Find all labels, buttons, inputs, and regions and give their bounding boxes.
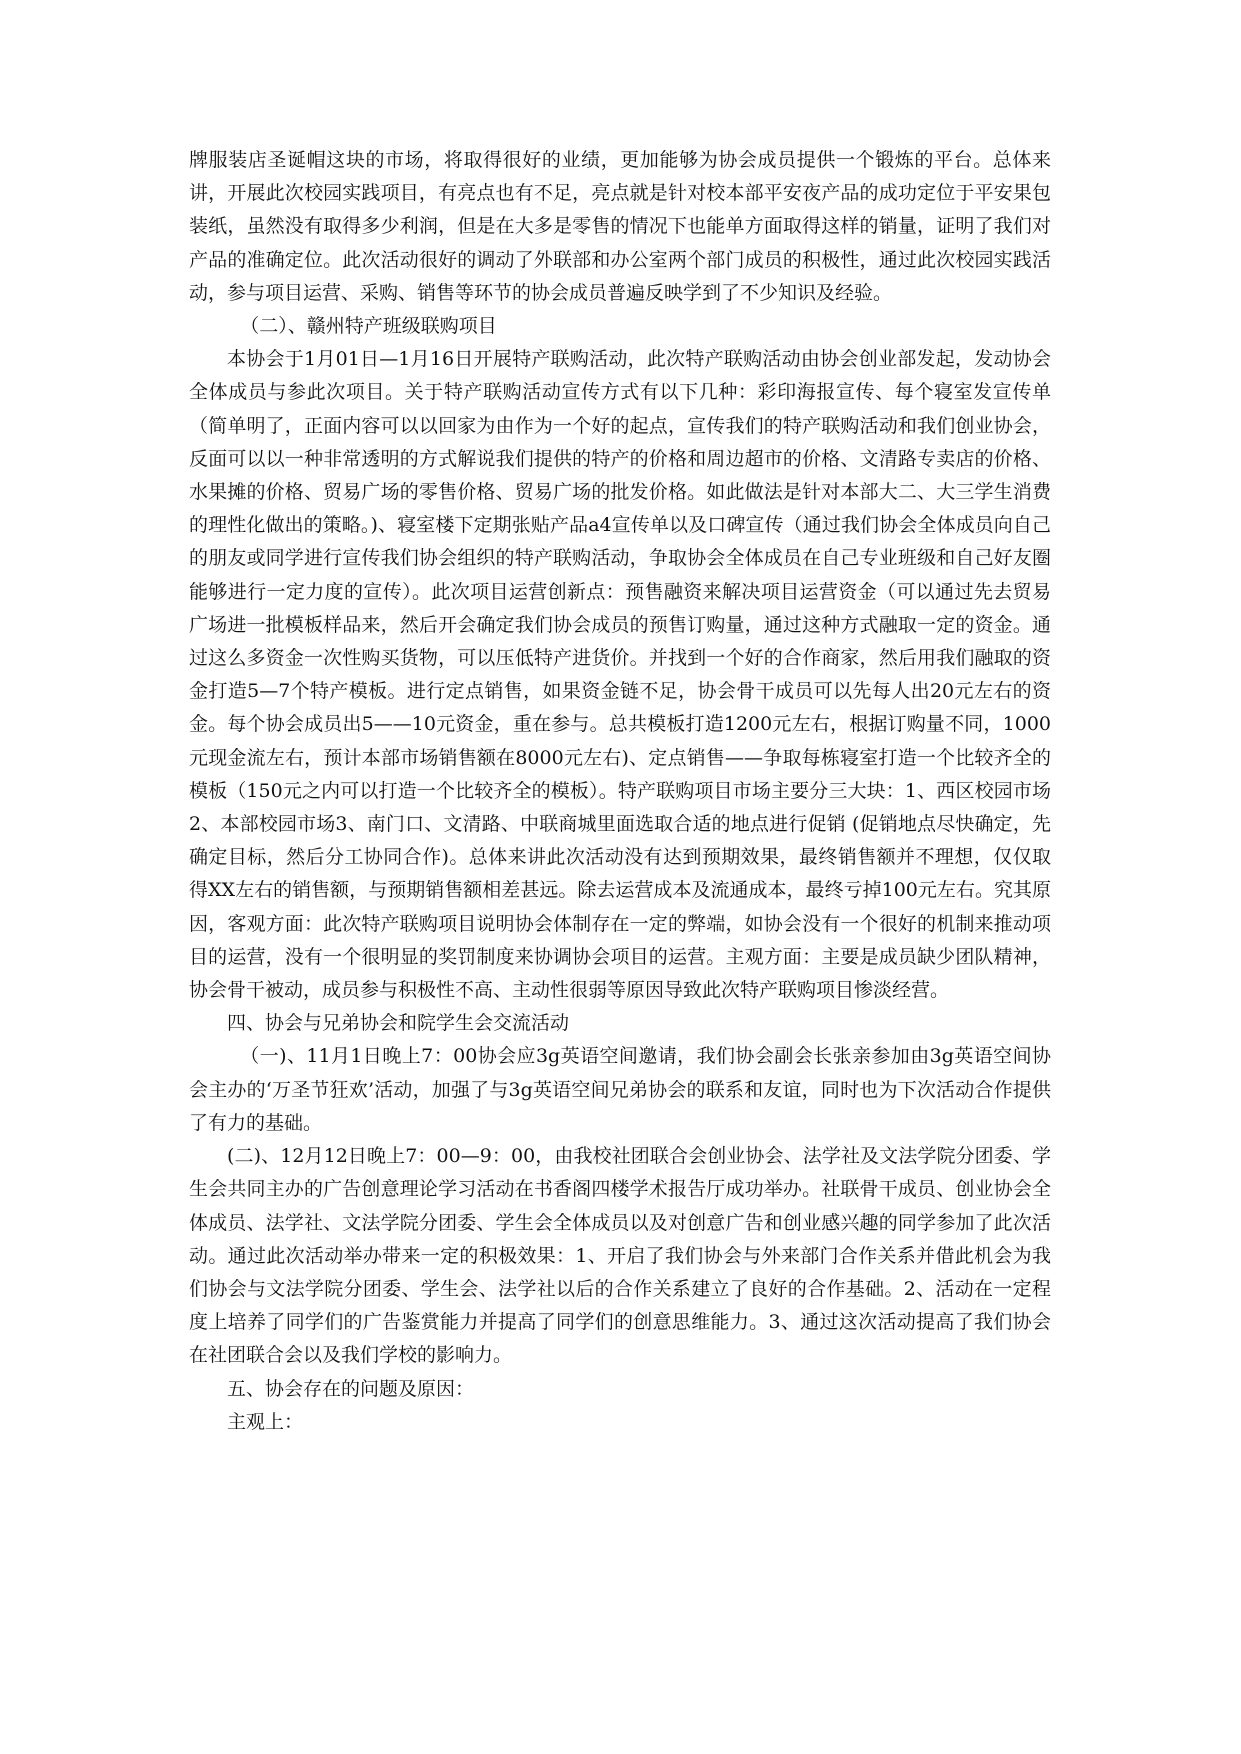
paragraph-ganzhou-project: 本协会于1月01日—1月16日开展特产联购活动，此次特产联购活动由协会创业部发起，发动协会全体成员与参此次项目。关于特产联购活动宣传方式有以下几种：彩印海报宣传、每个寝室发宣传单（简单明了，正面内容可以以回家为由作为一个好的起点，宣传我们的特产联购活动和我们创业协会，反面可以以一种非常透明的方式解说我们提供的特产的价格和周边超市的价格、文清路专卖店的价格、水果摊的价格、贸易广场的零售价格、贸易广场的批发价格。如此做法是针对本部大二、大三学生消费的理性化做出的策略。)、寝室楼下定期张贴产品a4宣传单以及口碑宣传（通过我们协会全体成员向自己的朋友或同学进行宣传我们协会组织的特产联购活动，争取协会全体成员在自己专业班级和自己好友圈能够进行一定力度的宣传）。此次项目运营创新点：预售融资来解决项目运营资金（可以通过先去贸易广场进一批模板样品来，然后开会确定我们协会成员的预售订购量，通过这种方式融取一定的资金。通过这么多资金一次性购买货物，可以压低特产进货价。并找到一个好的合作商家，然后用我们融取的资金打造5—7个特产模板。进行定点销售，如果资金链不足，协会骨干成员可以先每人出20元左右的资金。每个协会成员出5——10元资金，重在参与。总共模板打造1200元左右，根据订购量不同，1000元现金流左右，预计本部市场销售额在8000元左右)、定点销售——争取每栋寝室打造一个比较齐全的模板（150元之内可以打造一个比较齐全的模板）。特产联购项目市场主要分三大块：1、西区校园市场 2、本部校园市场3、南门口、文清路、中联商城里面选取合适的地点进行促销 (促销地点尽快确定，先确定目标，然后分工协同合作)。总体来讲此次活动没有达到预期效果，最终销售额并不理想，仅仅取得XX左右的销售额，与预期销售额相差甚远。除去运营成本及流通成本，最终亏掉100元左右。究其原因，客观方面：此次特产联购项目说明协会体制存在一定的弊端，如协会没有一个很好的机制来推动项目的运营，没有一个很明显的奖罚制度来协调协会项目的运营。主观方面：主要是成员缺少团队精神，协会骨干被动，成员参与积极性不高、主动性很弱等原因导致此次特产联购项目惨淡经营。	[189, 348, 1051, 1002]
subheading-subjective: 主观上：	[227, 1410, 304, 1433]
paragraph-exchange-2: (二)、12月12日晚上7：00—9：00，由我校社团联合会创业协会、法学社及文法学院分团委、学生会共同主办的广告创意理论学习活动在书香阁四楼学术报告厅成功举办。社联骨干成员、创业协会全体成员、法学社、文法学院分团委、学生会全体成员以及对创意广告和创业感兴趣的同学参加了此次活动。通过此次活动举办带来一定的积极效果：1、开启了我们协会与外来部门合作关系并借此机会为我们协会与文法学院分团委、学生会、法学社以后的合作关系建立了良好的合作基础。2、活动在一定程度上培养了同学们的广告鉴赏能力并提高了同学们的创意思维能力。3、通过这次活动提高了我们协会在社团联合会以及我们学校的影响力。	[189, 1145, 1051, 1367]
paragraph-exchange-1: （一)、11月1日晚上7：00协会应3g英语空间邀请，我们协会副会长张亲参加由3g英语空间协会主办的‘万圣节狂欢’活动，加强了与3g英语空间兄弟协会的联系和友谊，同时也为下次活动合作提供了有力的基础。	[189, 1045, 1051, 1134]
section-heading-exchange: 四、协会与兄弟协会和院学生会交流活动	[227, 1012, 570, 1035]
paragraph-continuation: 牌服装店圣诞帽这块的市场，将取得很好的业绩，更加能够为协会成员提供一个锻炼的平台。总体来讲，开展此次校园实践项目，有亮点也有不足，亮点就是针对校本部平安夜产品的成功定位于平安果包装纸，虽然没有取得多少利润，但是在大多是零售的情况下也能单方面取得这样的销量，证明了我们对产品的准确定位。此次活动很好的调动了外联部和办公室两个部门成员的积极性，通过此次校园实践活动，参与项目运营、采购、销售等环节的协会成员普遍反映学到了不少知识及经验。	[189, 149, 1051, 304]
section-heading-problems: 五、协会存在的问题及原因：	[227, 1377, 475, 1400]
subheading-ganzhou-project: （二）、赣州特产班级联购项目	[240, 315, 497, 338]
document-page	[189, 144, 1051, 1439]
